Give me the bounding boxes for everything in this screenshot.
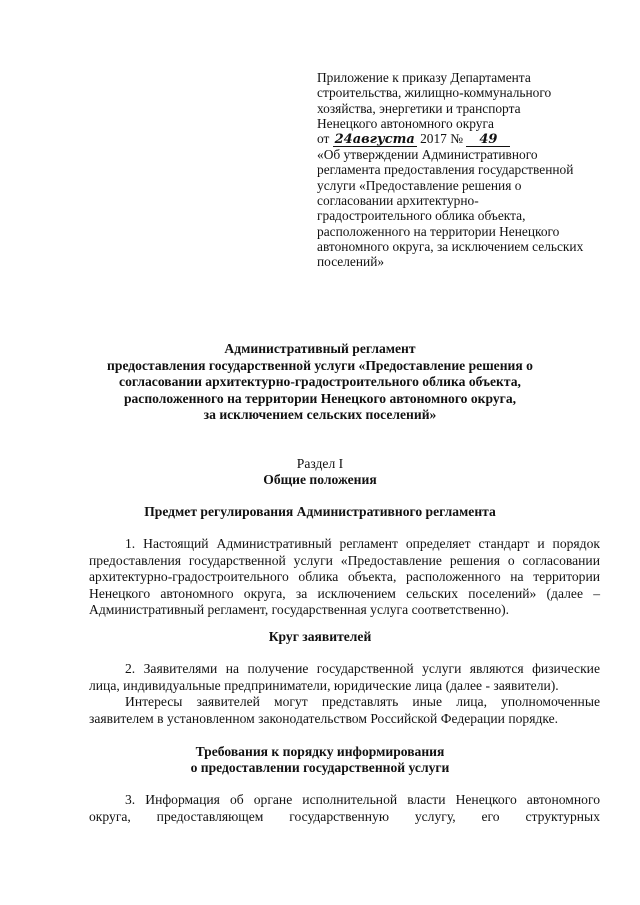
- annex-line: хозяйства, энергетики и транспорта: [317, 100, 521, 116]
- document-title: [80, 341, 560, 424]
- paragraph-line: заявителем в установленном законодательством Российской Федерации порядке.: [89, 710, 559, 726]
- order-title-line: услуги «Предоставление решения о: [317, 177, 522, 193]
- annex-line: Ненецкого автономного округа: [317, 115, 494, 131]
- paragraph-line: 1. Настоящий Административный регламент определяет стандарт и порядок: [125, 536, 600, 551]
- title-line: Административный регламент: [224, 341, 416, 356]
- order-title-line: регламента предоставления государственной: [317, 162, 574, 178]
- paragraph-2: [89, 661, 600, 694]
- date-prefix: от: [317, 131, 330, 147]
- paragraph-line: 3. Информация об органе исполнительной власти Ненецкого автономного: [125, 792, 600, 807]
- paragraph-line: Административный регламент, государственная услуга соответственно).: [89, 602, 510, 618]
- section-name: Общие положения: [263, 472, 377, 487]
- title-line: расположенного на территории Ненецкого автономного округа,: [123, 390, 517, 406]
- order-title-line: градостроительного облика объекта,: [317, 208, 526, 224]
- heading-info-1: Требования к порядку информирования: [195, 744, 445, 759]
- heading-info-2: о предоставлении государственной услуги: [190, 760, 450, 775]
- title-line: предоставления государственной услуги «Предоставление решения о: [107, 357, 533, 373]
- paragraph-line: предоставления государственной услуги «Предоставление решения о согласовании: [89, 552, 600, 568]
- order-title-line: «Об утверждении Административного: [317, 147, 538, 163]
- order-title-line: автономного округа, за исключением сельских: [317, 238, 584, 254]
- paragraph-line: архитектурно-градостроительного облика объекта, расположенного на территории: [89, 569, 600, 585]
- paragraph-line: лица, индивидуальные предприниматели, юридические лица (далее - заявители).: [89, 677, 559, 693]
- handwritten-date: 24августа: [334, 132, 415, 148]
- paragraph-1: [89, 536, 600, 619]
- annex-line: Приложение к приказу Департамента: [317, 70, 531, 85]
- paragraph-line: Ненецкого автономного округа, за исключением сельских поселений» (далее –: [89, 585, 600, 601]
- order-title-line: поселений»: [317, 254, 385, 270]
- handwritten-number: 49: [466, 134, 510, 147]
- paragraph-3: [89, 694, 600, 727]
- paragraph-line: Интересы заявителей могут представлять иные лица, уполномоченные: [125, 694, 600, 709]
- annex-block: [317, 70, 607, 270]
- paragraph-4: [89, 792, 600, 825]
- year-number-label: 2017 №: [420, 131, 463, 147]
- annex-date-line: [317, 131, 607, 147]
- order-title-line: расположенного на территории Ненецкого: [317, 223, 560, 239]
- title-line: согласовании архитектурно-градостроительного облика объекта,: [119, 374, 521, 390]
- paragraph-line: округа, предоставляющем государственную услугу, его структурных: [89, 808, 600, 824]
- order-title-line: согласовании архитектурно-: [317, 193, 479, 209]
- paragraph-line: 2. Заявителями на получение государственной услуги являются физические: [125, 661, 600, 676]
- heading-applicants: Круг заявителей: [268, 629, 372, 644]
- section-label: Раздел I: [296, 456, 344, 471]
- heading-subject: Предмет регулирования Административного регламента: [144, 504, 496, 519]
- title-line: за исключением сельских поселений»: [203, 407, 437, 423]
- annex-line: строительства, жилищно-коммунального: [317, 85, 552, 101]
